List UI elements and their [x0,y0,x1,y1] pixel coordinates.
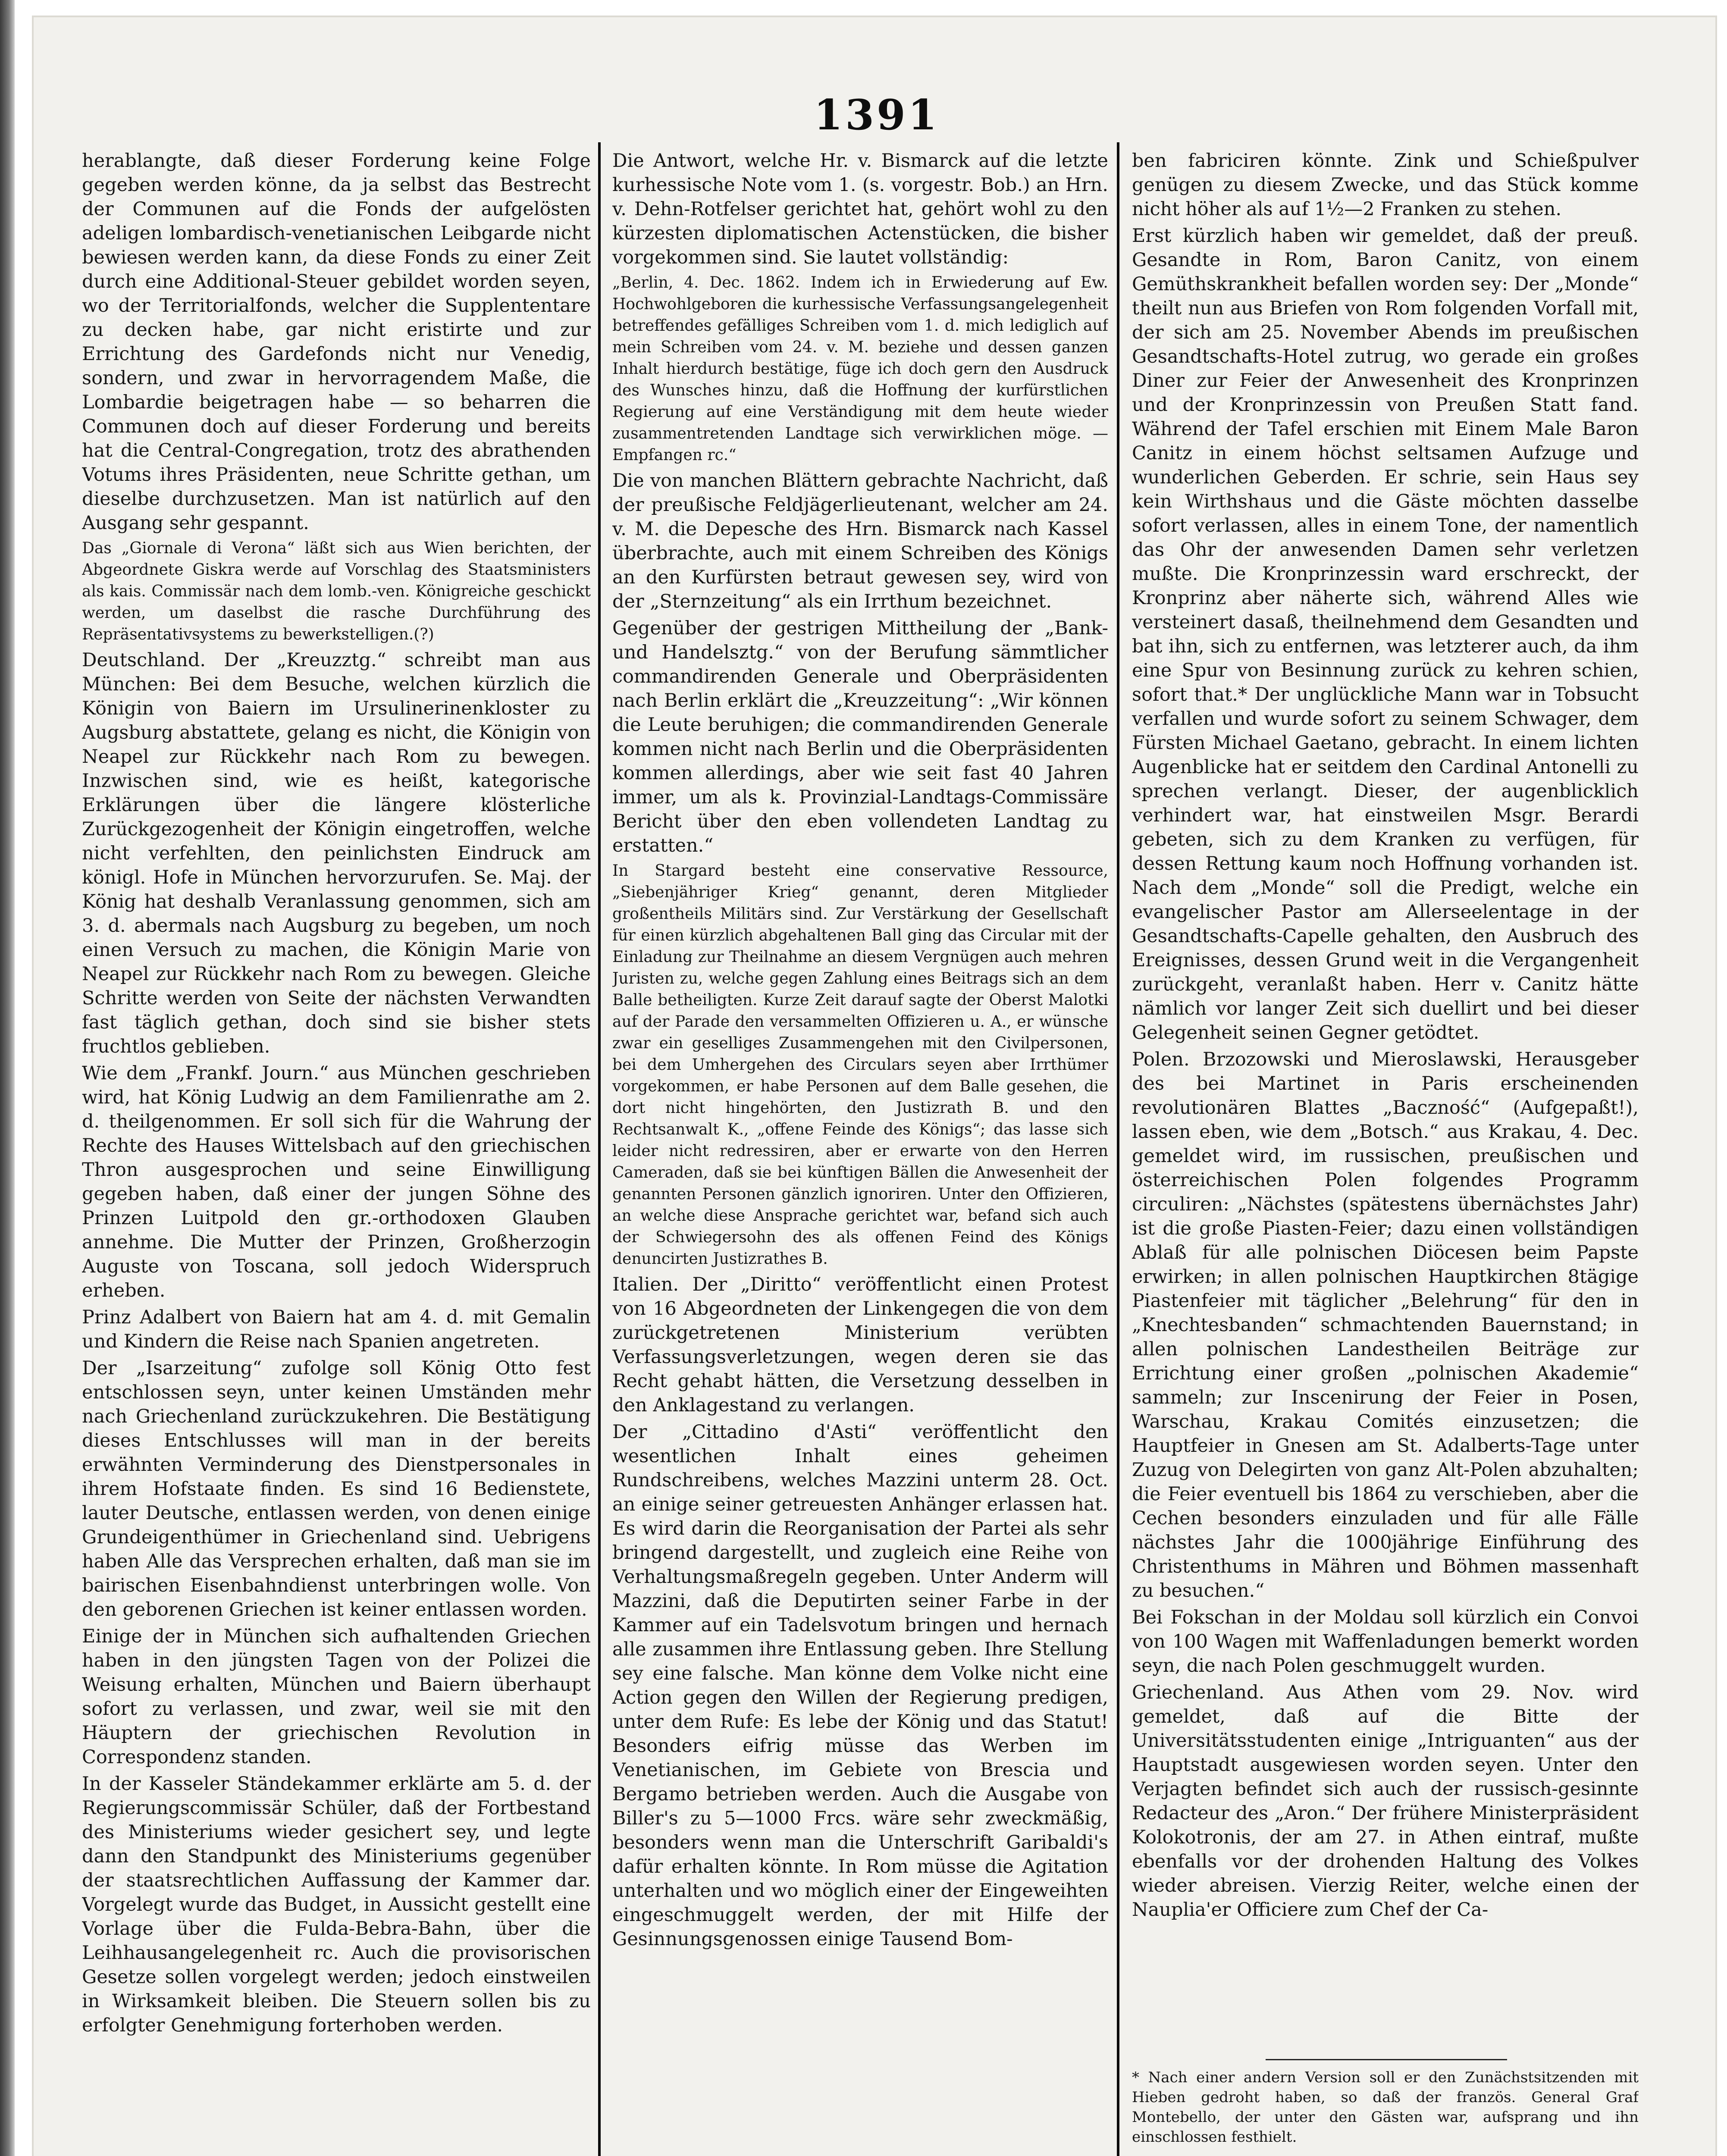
paragraph: „Berlin, 4. Dec. 1862. Indem ich in Erwiederung auf Ew. Hochwohlgeboren die kurhessische Verfassungsangelegenheit betreffendes gefälliges Schreiben vom 1. d. mich lediglich auf mein Schreiben vom 24. v. M. beziehe und dessen ganzen Inhalt hierdurch bestätige, füge ich doch gern den Ausdruck des Wunsches hinzu, daß die Hoffnung der kurfürstlichen Regierung auf eine Verständigung mit dem heute wieder zusammentretenden Landtage sich verwirklichen möge. — Empfangen rc.“ [612,274,1108,464]
paragraph: Erst kürzlich haben wir gemeldet, daß der preuß. Gesandte in Rom, Baron Canitz, von einem Gemüthskrankheit befallen worden sey: Der „Monde“ theilt nun aus Briefen von Rom folgenden Vorfall mit, der sich am 25. November Abends im preußischen Gesandtschafts-Hotel zutrug, wo gerade ein großes Diner zur Feier der Anwesenheit des Kronprinzen und der Kronprinzessin von Preußen Statt fand. Während der Tafel erschien mit Einem Male Baron Canitz in einem höchst seltsamen Aufzuge und wunderlichen Geberden. Er schrie, sein Haus sey kein Wirthshaus und die Gäste möchten dasselbe sofort verlassen, alles in einem Tone, der namentlich das Ohr der anwesenden Damen sehr verletzen mußte. Die Kronprinzessin ward erschreckt, der Kronprinz aber näherte sich, während Alles wie versteinert dasaß, theilnehmend dem Gesandten und bat ihn, sich zu entfernen, was letzterer auch, da ihm eine Spur von Besinnung zurück zu kehren schien, sofort that.* Der unglückliche Mann war in Tobsucht verfallen und wurde sofort zu seinem Schwager, dem Fürsten Michael Gaetano, gebracht. In einem lichten Augenblicke hat er seitdem den Cardinal Antonelli zu sprechen verlangt. Dieser, der augenblicklich verhindert war, hat einstweilen Msgr. Berardi gebeten, sich zu dem Kranken zu verfügen, für dessen Rettung kaum noch Hoffnung vorhanden ist. Nach dem „Monde“ soll die Predigt, welche ein evangelischer Pastor am Allerseelentage in der Gesandtschafts-Capelle gehalten, den Ausbruch des Ereignisses, dessen Grund weit in die Vergangenheit zurückgeht, veranlaßt haben. Herr v. Canitz hätte nämlich vor langer Zeit sich duellirt und bei dieser Gelegenheit seinen Gegner getödtet. [1132,225,1639,1044]
paragraph: Polen. Brzozowski und Mieroslawski, Herausgeber des bei Martinet in Paris erscheinenden revolutionären Blattes „Baczność“ (Aufgepaßt!), lassen eben, wie dem „Botsch.“ aus Krakau, 4. Dec. gemeldet wird, im russischen, preußischen und österreichischen Polen folgendes Programm circuliren: „Nächstes (spätestens übernächstes Jahr) ist die große Piasten-Feier; dazu einen vollständigen Ablaß für alle polnischen Diöcesen beim Papste erwirken; in allen polnischen Hauptkirchen 8tägige Piastenfeier mit täglicher „Belehrung“ für den in „Knechtesbanden“ schmachtenden Bauernstand; in allen polnischen Landestheilen Beiträge zur Errichtung einer großen „polnischen Akademie“ sammeln; zur Inscenirung der Feier in Posen, Warschau, Krakau Comités einzusetzen; die Hauptfeier in Gnesen am St. Adalberts-Tage unter Zuzug von Delegirten von ganz Alt-Polen abzuhalten; die Feier eventuell bis 1864 zu verschieben, aber die Cechen besonders einzuladen und für alle Fälle nächstes Jahr die 1000jährige Einführung des Christenthums in Mähren und Böhmen massenhaft zu besuchen.“ [1132,1049,1639,1601]
paragraph: In der Kasseler Ständekammer erklärte am 5. d. der Regierungscommissär Schüler, daß der Fortbestand des Ministeriums wieder gesichert sey, und legte dann den Standpunkt des Ministeriums gegenüber der staatsrechtlichen Auffassung der Kammer dar. Vorgelegt wurde das Budget, in Aussicht gestellt eine Vorlage über die Fulda-Bebra-Bahn, über die Leihhausangelegenheit rc. Auch die provisorischen Gesetze sollen vorgelegt werden; jedoch einstweilen in Wirksamkeit bleiben. Die Steuern sollen bis zu erfolgter Genehmigung forterhoben werden. [82,1773,591,2036]
paragraph: Wie dem „Frankf. Journ.“ aus München geschrieben wird, hat König Ludwig an dem Familienrathe am 2. d. theilgenommen. Er soll sich für die Wahrung der Rechte des Hauses Wittelsbach auf den griechischen Thron ausgesprochen und seine Einwilligung gegeben haben, daß einer der jungen Söhne des Prinzen Luitpold den gr.-orthodoxen Glauben annehme. Die Mutter der Prinzen, Großherzogin Auguste von Toscana, soll jedoch Widerspruch erheben. [82,1062,591,1301]
footnote: * Nach einer andern Version soll er den Zunächstsitzenden mit Hieben gedroht haben, so daß der französ. General Graf Montebello, der unter den Gästen war, aufsprang und ihn einschlossen festhielt. [1132,2069,1639,2146]
paragraph: Einige der in München sich aufhaltenden Griechen haben in den jüngsten Tagen von der Polizei die Weisung erhalten, München und Baiern überhaupt sofort zu verlassen, und zwar, weil sie mit den Häuptern der griechischen Revolution in Correspondenz standen. [82,1626,591,1768]
paragraph: Der „Isarzeitung“ zufolge soll König Otto fest entschlossen seyn, unter keinen Umständen mehr nach Griechenland zurückzukehren. Die Bestätigung dieses Entschlusses will man in der bereits erwähnten Verminderung des Dienstpersonales in ihrem Hofstaate finden. Es sind 16 Bedienstete, lauter Deutsche, entlassen werden, von denen einige Grundeigenthümer in Griechenland sind. Uebrigens haben Alle das Versprechen erhalten, daß man sie im bairischen Eisenbahndienst unterbringen wolle. Von den geborenen Griechen ist keiner entlassen worden. [82,1357,591,1620]
page-number: 1391 [814,91,940,139]
book-binding-edge [0,0,15,2156]
paragraph: herablangte, daß dieser Forderung keine Folge gegeben werden könne, da ja selbst das Bestrecht der Communen auf die Fonds der aufgelösten adeligen lombardisch-venetianischen Leibgarde nicht bewiesen werden kann, da diese Fonds zu einer Zeit durch eine Additional-Steuer gebildet worden seyen, wo der Territorialfonds, welcher die Supplententare zu decken habe, gar nicht eristirte und zur Errichtung des Gardefonds nicht nur Venedig, sondern, und zwar in hervorragendem Maße, die Lombardie beigetragen habe — so beharren die Communen doch auf dieser Forderung und bereits hat die Central-Congregation, trotz des abrathenden Votums ihres Präsidenten, neue Schritte gethan, um dieselbe durchzusetzen. Man ist natürlich auf den Ausgang sehr gespannt. [82,150,591,534]
paragraph: Die von manchen Blättern gebrachte Nachricht, daß der preußische Feldjägerlieutenant, welcher am 24. v. M. die Depesche des Hrn. Bismarck nach Kassel überbrachte, auch mit einem Schreiben des Königs an den Kurfürsten betraut gewesen sey, wird von der „Sternzeitung“ als ein Irrthum bezeichnet. [612,470,1108,612]
paragraph: In Stargard besteht eine conservative Ressource, „Siebenjähriger Krieg“ genannt, deren Mitglieder großentheils Militärs sind. Zur Verstärkung der Gesellschaft für einen kürzlich abgehaltenen Ball ging das Circular mit der Einladung zur Theilnahme an diesem Vergnügen auch mehren Juristen zu, welche gegen Zahlung eines Beitrags sich an dem Balle betheiligten. Kurze Zeit darauf sagte der Oberst Malotki auf der Parade den versammelten Offizieren u. A., er wünsche zwar ein geselliges Zusammengehen mit den Civilpersonen, bei dem Umhergehen des Circulars seyen aber Irrthümer vorgekommen, er habe Personen auf dem Balle gesehen, die dort nicht hingehörten, den Justizrath B. und den Rechtsanwalt K., „offene Feinde des Königs“; das lasse sich leider nicht redressiren, aber er erwarte von den Herren Cameraden, daß sie bei künftigen Bällen die Anwesenheit der genannten Personen gänzlich ignoriren. Unter den Offizieren, an welche diese Ansprache gerichtet war, befand sich auch der Schwiegersohn des als offenen Feind des Königs denuncirten Justizrathes B. [612,862,1108,1268]
text-column-3 [1132,149,1639,2098]
column-rule-right [1117,142,1119,2156]
paragraph: Gegenüber der gestrigen Mittheilung der „Bank- und Handelsztg.“ von der Berufung sämmtlicher commandirenden Generale und Oberpräsidenten nach Berlin erklärt die „Kreuzzeitung“: „Wir können die Leute beruhigen; die commandirenden Generale kommen nicht nach Berlin und die Oberpräsidenten kommen allerdings, aber wie seit fast 40 Jahren immer, um als k. Provinzial-Landtags-Commissäre Bericht über den eben vollendeten Landtag zu erstatten.“ [612,617,1108,856]
paragraph: Das „Giornale di Verona“ läßt sich aus Wien berichten, der Abgeordnete Giskra werde auf Vorschlag des Staatsministers als kais. Commissär nach dem lomb.-ven. Königreiche geschickt werden, um daselbst die rasche Durchführung des Repräsentativsystems zu bewerkstelligen.(?) [82,539,591,643]
paragraph: Italien. Der „Diritto“ veröffentlicht einen Protest von 16 Abgeordneten der Linkengegen die von dem zurückgetretenen Ministerium verübten Verfassungsverletzungen, wegen deren sie das Recht gehabt hätten, die Versetzung desselben in den Anklagestand zu verlangen. [612,1274,1108,1416]
text-column-2 [612,149,1108,2156]
text-column-1 [82,149,591,2156]
paragraph: Prinz Adalbert von Baiern hat am 4. d. mit Gemalin und Kindern die Reise nach Spanien angetreten. [82,1307,591,1352]
paragraph: Die Antwort, welche Hr. v. Bismarck auf die letzte kurhessische Note vom 1. (s. vorgestr. Bob.) an Hrn. v. Dehn-Rotfelser gerichtet hat, gehört wohl zu den kürzesten diplomatischen Actenstücken, die bisher vorgekommen sind. Sie lautet vollständig: [612,150,1108,268]
paragraph: ben fabriciren könnte. Zink und Schießpulver genügen zu diesem Zwecke, und das Stück komme nicht höher als auf 1½—2 Franken zu stehen. [1132,150,1639,220]
footnote-rule [1266,2059,1507,2060]
paragraph: Griechenland. Aus Athen vom 29. Nov. wird gemeldet, daß auf die Bitte der Universitätsstudenten einige „Intriguanten“ aus der Hauptstadt ausgewiesen worden seyen. Unter den Verjagten befindet sich auch der russisch-gesinnte Redacteur des „Aron.“ Der frühere Ministerpräsident Kolokotronis, der am 27. in Athen eintraf, mußte ebenfalls vor der drohenden Haltung des Volkes wieder abreisen. Vierzig Reiter, welche einen der Nauplia'er Officiere zum Chef der Ca- [1132,1682,1639,1921]
paragraph: Bei Fokschan in der Moldau soll kürzlich ein Convoi von 100 Wagen mit Waffenladungen bemerkt worden seyn, die nach Polen geschmuggelt wurden. [1132,1607,1639,1677]
paragraph: Der „Cittadino d'Asti“ veröffentlicht den wesentlichen Inhalt eines geheimen Rundschreibens, welches Mazzini unterm 28. Oct. an einige seiner getreuesten Anhänger erlassen hat. Es wird darin die Reorganisation der Partei als sehr bringend dargestellt, und zugleich eine Reihe von Verhaltungsmaßregeln gegeben. Unter Anderm will Mazzini, daß die Deputirten seiner Farbe in der Kammer auf ein Tadelsvotum bringen und hernach alle zusammen ihre Entlassung geben. Ihre Stellung sey eine falsche. Man könne dem Volke nicht eine Action gegen den Willen der Regierung predigen, unter dem Rufe: Es lebe der König und das Statut! Besonders eifrig müsse das Werben im Venetianischen, im Gebiete von Brescia und Bergamo betrieben werden. Auch die Ausgabe von Biller's zu 5—1000 Frcs. wäre sehr zweckmäßig, besonders wenn man die Unterschrift Garibaldi's dafür erhalten könnte. In Rom müsse die Agitation unterhalten und wo möglich einer der Eingeweihten eingeschmuggelt werden, der mit Hilfe der Gesinnungsgenossen einige Tausend Bom- [612,1421,1108,1950]
column-rule-left [598,142,601,2156]
paragraph: Deutschland. Der „Kreuzztg.“ schreibt man aus München: Bei dem Besuche, welchen kürzlich die Königin von Baiern im Ursulinerinenkloster zu Augsburg abstattete, gelang es nicht, die Königin von Neapel zur Rückkehr nach Rom zu bewegen. Inzwischen sind, wie es heißt, kategorische Erklärungen über die längere klösterliche Zurückgezogenheit der Königin eingetroffen, welche nicht verfehlten, den peinlichsten Eindruck am königl. Hofe in München hervorzurufen. Se. Maj. der König hat deshalb Veranlassung genommen, sich am 3. d. abermals nach Augsburg zu begeben, um noch einen Versuch zu machen, die Königin Marie von Neapel zur Rückkehr nach Rom zu bewegen. Gleiche Schritte werden von Seite der nächsten Verwandten fast täglich gethan, doch sind sie bisher stets fruchtlos geblieben. [82,649,591,1057]
